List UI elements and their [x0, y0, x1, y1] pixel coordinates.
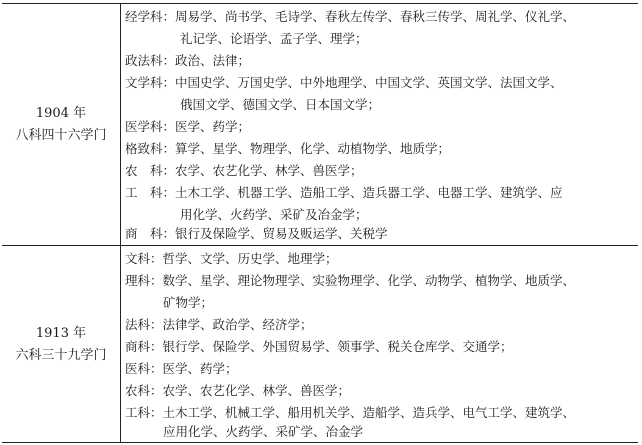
line-jingxue	[125, 6, 575, 28]
line-gongke-cont	[163, 421, 363, 443]
dept-label: 文学科：	[125, 75, 176, 90]
row-1913	[2, 245, 638, 443]
line-shang	[125, 223, 388, 245]
dept-label: 商 科：	[125, 226, 176, 241]
subject-list: 中国史学、万国史学、中外地理学、中国文学、英国文学、法国文学、	[175, 75, 563, 90]
subject-list: 医学、药学；	[175, 119, 251, 134]
row-1904-label	[2, 4, 121, 245]
dept-label: 农 科：	[125, 163, 176, 178]
dept-label: 政法科：	[125, 53, 176, 68]
line-nong	[125, 160, 363, 182]
dept-label: 文科：	[125, 251, 163, 266]
dept-label: 理科：	[125, 273, 163, 288]
subject-list: 土木工学、机械工学、船用机关学、造船学、造兵学、电气工学、建筑学、	[162, 405, 576, 420]
dept-label: 商科：	[125, 339, 163, 354]
line-wenxue-cont	[180, 94, 380, 116]
subject-list: 俄国文学、德国文学、日本国文学；	[180, 97, 381, 112]
subject-list: 政治、法律；	[175, 53, 251, 68]
subject-list: 农学、农艺化学、林学、兽医学；	[175, 163, 363, 178]
dept-label: 经学科：	[125, 9, 176, 24]
subject-list: 算学、星学、物理学、化学、动植物学、地质学；	[175, 141, 451, 156]
row-1904-content	[125, 4, 635, 245]
line-like-cont	[163, 292, 213, 314]
subject-list: 应用化学、火药学、采矿学、冶金学	[163, 424, 364, 439]
dept-label: 工科：	[125, 405, 163, 420]
row-1913-label	[2, 246, 121, 443]
curriculum-table	[2, 3, 638, 443]
line-shangke	[125, 336, 513, 358]
line-like	[125, 270, 575, 292]
line-yixue	[125, 116, 250, 138]
row-1913-content	[125, 246, 635, 443]
dept-label: 医科：	[125, 361, 163, 376]
faculty-count-label: 八科四十六学门	[15, 127, 107, 143]
subject-list: 医学、药学；	[162, 361, 238, 376]
subject-list: 土木工学、机器工学、造船工学、造兵器工学、电器工学、建筑学、应	[175, 185, 563, 200]
line-fake	[125, 314, 313, 336]
subject-list: 矿物学；	[163, 295, 214, 310]
line-nongke	[125, 380, 350, 402]
line-gezhi	[125, 138, 450, 160]
dept-label: 工 科：	[125, 185, 176, 200]
line-gong	[125, 182, 563, 204]
subject-list: 用化学、火药学、采矿及冶金学；	[180, 207, 368, 222]
row-1904	[2, 4, 638, 245]
subject-list: 周易学、尚书学、毛诗学、春秋左传学、春秋三传学、周礼学、仪礼学、	[175, 9, 576, 24]
subject-list: 银行及保险学、贸易及贩运学、关税学	[175, 226, 388, 241]
line-yike	[125, 358, 238, 380]
subject-list: 法律学、政治学、经济学；	[162, 317, 313, 332]
subject-list: 银行学、保险学、外国贸易学、领事学、税关仓库学、交通学；	[162, 339, 513, 354]
subject-list: 数学、星学、理论物理学、实验物理学、化学、动物学、植物学、地质学、	[162, 273, 576, 288]
subject-list: 农学、农艺化学、林学、兽医学；	[162, 383, 351, 398]
line-jingxue-cont	[180, 28, 368, 50]
line-wenxue	[125, 72, 563, 94]
dept-label: 法科：	[125, 317, 163, 332]
dept-label: 医学科：	[125, 119, 176, 134]
subject-list: 哲学、文学、历史学、地理学；	[162, 251, 338, 266]
subject-list: 礼记学、论语学、孟子学、理学；	[180, 31, 368, 46]
dept-label: 格致科：	[125, 141, 176, 156]
faculty-count-label: 六科三十九学门	[15, 347, 107, 363]
line-wenke	[125, 248, 338, 270]
dept-label: 农科：	[125, 383, 163, 398]
year-label: 1904 年	[35, 105, 87, 121]
year-label: 1913 年	[35, 325, 87, 341]
line-zhengfa	[125, 50, 250, 72]
